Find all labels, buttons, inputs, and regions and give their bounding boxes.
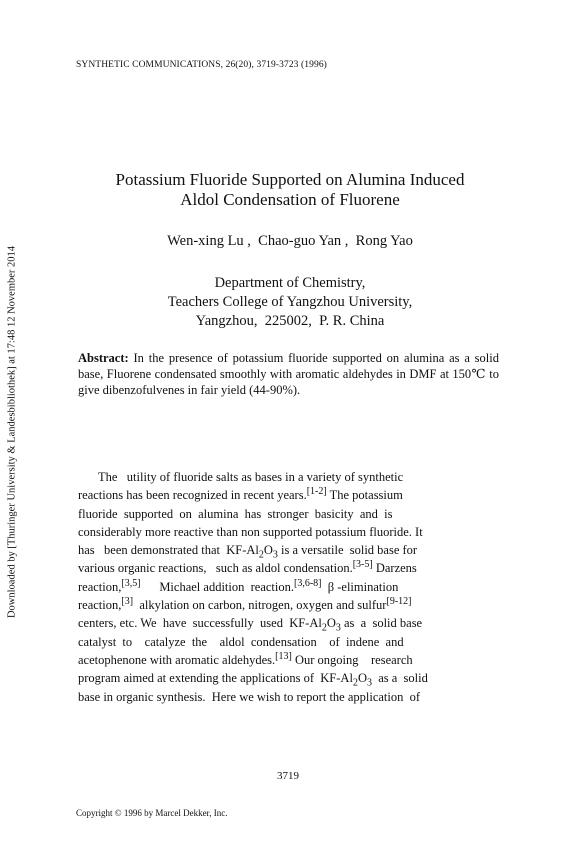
- subscript: 2: [321, 622, 327, 634]
- citation: [3,5]: [121, 577, 141, 589]
- body-line: [78, 559, 499, 577]
- download-watermark: [2, 0, 22, 864]
- body-text-run: is a versatile solid base for: [277, 543, 418, 558]
- title-line-2: Aldol Condensation of Fluorene: [180, 190, 400, 209]
- body-text-run: O: [263, 543, 273, 558]
- body-text-run: Our ongoing research: [291, 652, 413, 667]
- journal-header: SYNTHETIC COMMUNICATIONS, 26(20), 3719-3723 (1996): [76, 60, 327, 70]
- body-text-run: fluoride supported on alumina has stronger basicity and is: [78, 506, 393, 521]
- abstract: [78, 350, 499, 398]
- body-text-run: various organic reactions, such as aldol condensation.: [78, 561, 353, 576]
- citation: [3,6-8]: [294, 577, 322, 589]
- body-line: [78, 523, 499, 541]
- affiliation: [40, 274, 540, 331]
- citation: [1-2]: [306, 486, 327, 498]
- title-line-1: Potassium Fluoride Supported on Alumina Induced: [115, 170, 465, 189]
- abstract-text: In the presence of potassium fluoride supported on alumina as a solid base, Fluorene condensated smoothly with aromatic aldehydes in DMF at 150℃ to give dibenzofulvenes in fair yield (44-90%).: [78, 351, 499, 397]
- body-line: [78, 578, 499, 596]
- body-text-run: catalyst to catalyze the aldol condensation of indene and: [78, 634, 404, 649]
- citation: [9-12]: [386, 595, 412, 607]
- citation: [3-5]: [352, 559, 373, 571]
- body-text-run: acetophenone with aromatic aldehydes.: [78, 652, 276, 667]
- body-text-run: alkylation on carbon, nitrogen, oxygen and sulfur: [133, 598, 387, 613]
- body-text-run: reaction,: [78, 579, 122, 594]
- article-title: [40, 170, 540, 210]
- body-line: [78, 486, 499, 504]
- affiliation-line-1: Department of Chemistry,: [214, 275, 366, 291]
- body-text-run: O: [326, 616, 336, 631]
- body-line: [78, 688, 499, 706]
- subscript: 2: [352, 677, 358, 689]
- body-line: [78, 669, 499, 687]
- body-text-run: Michael addition reaction.: [140, 579, 294, 594]
- body-text-run: as a solid: [371, 671, 428, 686]
- body-text-run: program aimed at extending the applications of KF-Al: [78, 671, 353, 686]
- body-text-run: as a solid base: [340, 616, 423, 631]
- body-line: [78, 633, 499, 651]
- body-text-run: Darzens: [372, 561, 417, 576]
- body-text-run: The potassium: [326, 488, 403, 503]
- subscript: 3: [272, 549, 278, 561]
- authors: Wen-xing Lu , Chao-guo Yan , Rong Yao: [167, 233, 413, 249]
- body-text-run: considerably more reactive than non supported potassium fluoride. It: [78, 524, 423, 539]
- body-text-run: O: [357, 671, 367, 686]
- body-line: [78, 468, 499, 486]
- subscript: 3: [335, 622, 341, 634]
- body-text-run: reaction,: [78, 598, 122, 613]
- body-line: [78, 541, 499, 559]
- affiliation-line-3: Yangzhou, 225002, P. R. China: [195, 313, 385, 329]
- body-text-run: β -elimination: [321, 579, 399, 594]
- body-text-run: The utility of fluoride salts as bases in a variety of synthetic: [98, 470, 404, 484]
- subscript: 3: [366, 677, 372, 689]
- page-number: 3719: [277, 770, 299, 782]
- citation: [13]: [275, 650, 292, 662]
- body-line: [78, 614, 499, 632]
- citation: [3]: [121, 595, 134, 607]
- subscript: 2: [258, 549, 264, 561]
- body-line: [78, 505, 499, 523]
- body-line: [78, 651, 499, 669]
- abstract-label: Abstract:: [78, 351, 129, 365]
- body-text: [78, 468, 499, 706]
- body-text-run: centers, etc. We have successfully used KF-Al: [78, 616, 322, 631]
- copyright-notice: Copyright © 1996 by Marcel Dekker, Inc.: [76, 808, 228, 818]
- affiliation-line-2: Teachers College of Yangzhou University,: [167, 294, 413, 310]
- body-text-run: has been demonstrated that KF-Al: [78, 543, 259, 558]
- download-note: Downloaded by [Thuringer University & Landesbibliothek] at 17:48 12 November 2014: [6, 245, 18, 619]
- body-text-run: base in organic synthesis. Here we wish to report the application of: [78, 689, 421, 704]
- body-line: [78, 596, 499, 614]
- body-text-run: reactions has been recognized in recent years.: [78, 488, 307, 503]
